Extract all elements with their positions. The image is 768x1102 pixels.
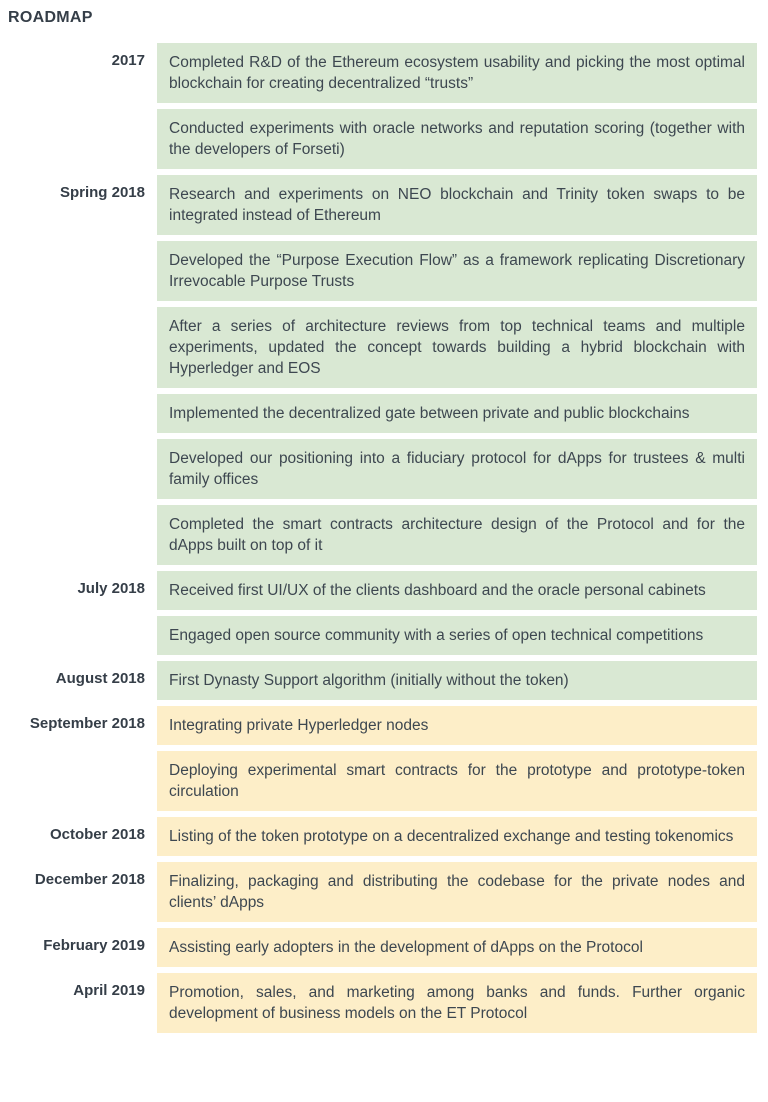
roadmap-row — [8, 706, 757, 745]
row-description-box: Developed our positioning into a fiduciary protocol for dApps for trustees & multi family offices — [157, 439, 757, 499]
row-date-label: Spring 2018 — [59, 184, 145, 201]
roadmap-row — [8, 616, 757, 655]
roadmap-row — [8, 175, 757, 235]
row-date-label: February 2019 — [43, 937, 145, 954]
row-description-box: Promotion, sales, and marketing among banks and funds. Further organic development of business models on the ET Protocol — [157, 973, 757, 1033]
row-date-label — [8, 307, 145, 388]
row-date-label — [8, 394, 145, 433]
row-description-box: Assisting early adopters in the development of dApps on the Protocol — [157, 928, 757, 967]
row-description-box: Research and experiments on NEO blockchain and Trinity token swaps to be integrated instead of Ethereum — [157, 175, 757, 235]
row-date-label — [8, 109, 145, 169]
row-description-box: Deploying experimental smart contracts for the prototype and prototype-token circulation — [157, 751, 757, 811]
row-date-label — [8, 505, 145, 565]
row-description-box: Listing of the token prototype on a decentralized exchange and testing tokenomics — [157, 817, 757, 856]
roadmap-row — [8, 505, 757, 565]
roadmap-row — [8, 109, 757, 169]
roadmap-row — [8, 661, 757, 700]
row-date-label: December 2018 — [34, 871, 145, 888]
row-description-box: Implemented the decentralized gate between private and public blockchains — [157, 394, 757, 433]
row-date-label: July 2018 — [77, 580, 145, 597]
row-description-box: Finalizing, packaging and distributing the codebase for the private nodes and clients’ dApps — [157, 862, 757, 922]
row-date-label: 2017 — [111, 52, 145, 69]
roadmap-row — [8, 241, 757, 301]
roadmap-row — [8, 571, 757, 610]
roadmap-row — [8, 973, 757, 1033]
row-date-label: October 2018 — [49, 826, 145, 843]
row-date-label: September 2018 — [29, 715, 145, 732]
roadmap-row — [8, 817, 757, 856]
row-date-label — [8, 241, 145, 301]
row-description-box: After a series of architecture reviews from top technical teams and multiple experiments, updated the concept towards building a hybrid blockchain with Hyperledger and EOS — [157, 307, 757, 388]
row-date-label — [8, 751, 145, 811]
row-description-box: First Dynasty Support algorithm (initially without the token) — [157, 661, 757, 700]
row-description-box: Conducted experiments with oracle networks and reputation scoring (together with the developers of Forseti) — [157, 109, 757, 169]
roadmap-row — [8, 439, 757, 499]
row-description-box: Developed the “Purpose Execution Flow” as a framework replicating Discretionary Irrevocable Purpose Trusts — [157, 241, 757, 301]
roadmap-row — [8, 862, 757, 922]
roadmap-row — [8, 394, 757, 433]
row-description-box: Completed R&D of the Ethereum ecosystem usability and picking the most optimal blockchain for creating decentralized “trusts” — [157, 43, 757, 103]
row-date-label — [8, 616, 145, 655]
roadmap-row — [8, 307, 757, 388]
row-description-box: Integrating private Hyperledger nodes — [157, 706, 757, 745]
roadmap-row — [8, 751, 757, 811]
page-title: ROADMAP — [8, 9, 93, 26]
row-date-label — [8, 439, 145, 499]
row-description-box: Completed the smart contracts architecture design of the Protocol and for the dApps built on top of it — [157, 505, 757, 565]
row-description-box: Received first UI/UX of the clients dashboard and the oracle personal cabinets — [157, 571, 757, 610]
row-date-label: April 2019 — [73, 982, 145, 999]
roadmap-timeline — [8, 43, 757, 1033]
roadmap-row — [8, 928, 757, 967]
row-date-label: August 2018 — [55, 670, 145, 687]
roadmap-row — [8, 43, 757, 103]
row-description-box: Engaged open source community with a series of open technical competitions — [157, 616, 757, 655]
